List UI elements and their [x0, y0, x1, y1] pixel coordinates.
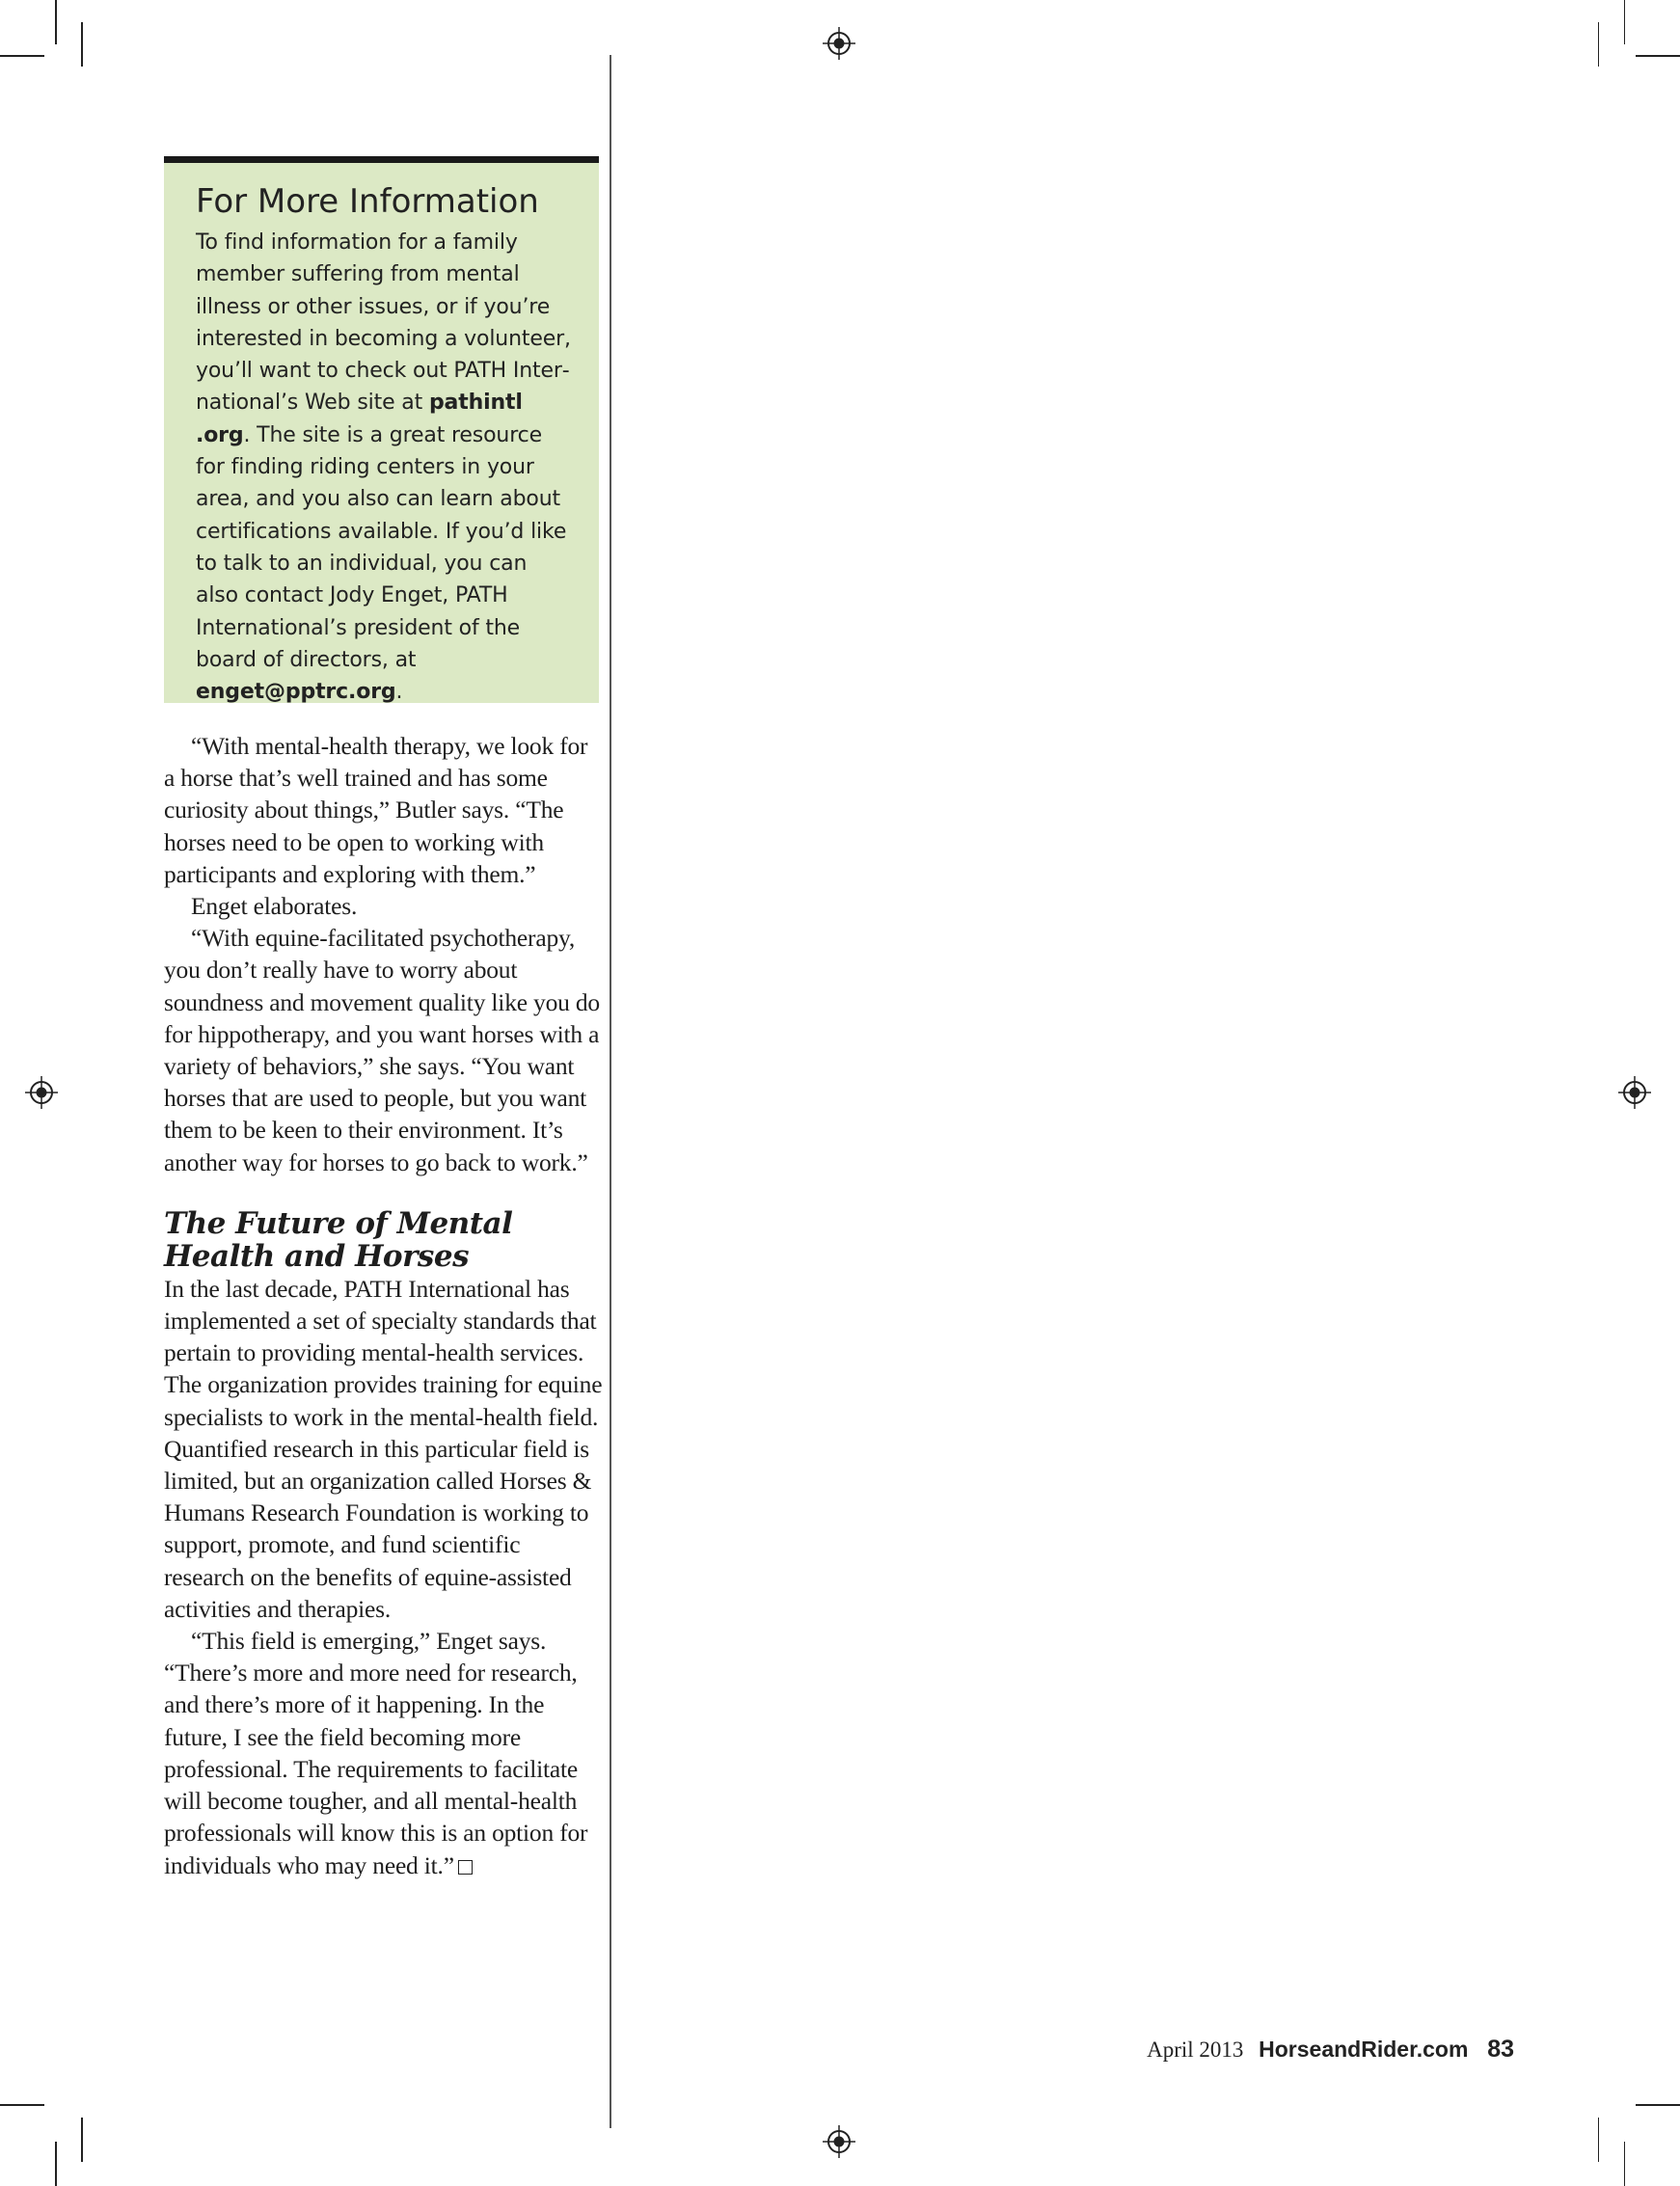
crop-mark — [55, 0, 57, 44]
website-link[interactable]: pathintl .org — [196, 391, 523, 447]
crop-mark — [1624, 2142, 1626, 2186]
article-column — [164, 730, 603, 1881]
info-sidebar — [164, 156, 599, 703]
sidebar-text-part: . — [395, 680, 403, 705]
sidebar-title: For More Information — [196, 182, 539, 221]
page-number: 83 — [1487, 2036, 1514, 2063]
end-mark-icon — [458, 1860, 473, 1875]
registration-mark-icon — [25, 1076, 58, 1109]
sidebar-text-part: . The site is a great resource for finding riding centers in your area, and you also can learn about certifications available. If you’d like to talk to an individual, you can also contact Jody Enget, PATH International’s president of the board of directors, at — [196, 422, 567, 672]
crop-mark — [1624, 0, 1626, 44]
crop-mark — [81, 22, 83, 67]
email-link[interactable]: enget@pptrc.org — [196, 680, 396, 705]
registration-mark-icon — [1618, 1076, 1651, 1109]
article-paragraph-text: “This field is emerging,” Enget says. “There’s more and more need for research, and there’s more of it happening. In the future, I see the field becoming more professional. The requirements to facilitate will become tougher, and all mental-health professionals will know this is an option for individuals who may need it.” — [164, 1627, 588, 1879]
crop-mark — [55, 2142, 57, 2186]
sidebar-text — [196, 227, 572, 708]
article-paragraph: “With mental-health therapy, we look for a horse that’s well trained and has some curiosity about things,” Butler says. “The horses need to be open to working with participants and exploring with them.” — [164, 732, 588, 888]
site-name: HorseandRider.com — [1259, 2037, 1469, 2062]
article-paragraph: In the last decade, PATH International has implemented a set of specialty standards that pertain to providing mental-health services. The organization provides training for equine specialists to work in the mental-health field. Quantified research in this particular field is limited, but an organization called Horses & Humans Research Foundation is working to support, promote, and fund scientific research on the benefits of equine-assisted activities and therapies. — [164, 1274, 603, 1623]
crop-mark — [0, 55, 44, 57]
crop-mark — [1636, 55, 1680, 57]
registration-mark-icon — [823, 27, 855, 60]
section-heading: The Future of Mental Health and Horses — [164, 1205, 513, 1274]
crop-mark — [1598, 22, 1600, 67]
crop-mark — [1598, 2118, 1600, 2162]
page-footer — [1147, 2036, 1514, 2064]
column-divider — [610, 55, 611, 2128]
article-paragraph — [164, 1625, 603, 1881]
article-paragraph: Enget elaborates. — [191, 892, 358, 921]
crop-mark — [81, 2118, 83, 2162]
crop-mark — [1636, 2104, 1680, 2106]
crop-mark — [0, 2104, 44, 2106]
registration-mark-icon — [823, 2125, 855, 2158]
sidebar-text-part: To find information for a family member suffering from mental illness or other issues, or if you’re interested in becoming a volunteer, you’ll want to check out PATH International’s Web site at — [196, 230, 571, 416]
article-paragraph: “With equine-facilitated psychotherapy, you don’t really have to worry about soundness and movement quality like you do for hippotherapy, and you want horses with a variety of behaviors,” she says. “You want horses that are used to people, but you want them to be keen to their environment. It’s another way for horses to go back to work.” — [164, 924, 600, 1176]
issue-date: April 2013 — [1147, 2038, 1244, 2062]
